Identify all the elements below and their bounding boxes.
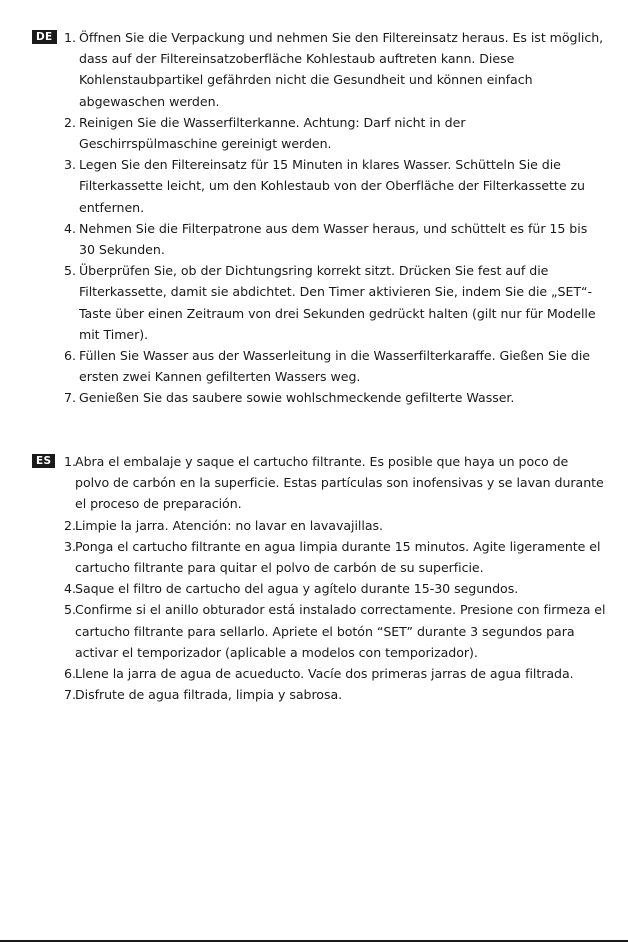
step-text: Reinigen Sie die Wasserfilterkanne. Achtung: Darf nicht in der Geschirrspülmaschine gereinigt werden. bbox=[79, 114, 466, 152]
step-number: 1. bbox=[64, 454, 76, 469]
language-badge-es: ES bbox=[32, 454, 55, 468]
step-text: Ponga el cartucho filtrante en agua limpia durante 15 minutos. Agite ligeramente el cartucho filtrante para quitar el polvo de carbón de su superficie. bbox=[75, 538, 601, 576]
list-item bbox=[0, 536, 628, 578]
step-text: Legen Sie den Filtereinsatz für 15 Minuten in klares Wasser. Schütteln Sie die Filterkassette leicht, um den Kohlestaub von der Oberfläche der Filterkassette zu entfernen. bbox=[79, 157, 585, 215]
step-number: 5. bbox=[64, 602, 76, 618]
list-item bbox=[0, 684, 628, 705]
step-number: 3. bbox=[64, 157, 76, 173]
step-text: Llene la jarra de agua de acueducto. Vacíe dos primeras jarras de agua filtrada. bbox=[75, 666, 574, 682]
step-text: Saque el filtro de cartucho del agua y agítelo durante 15-30 segundos. bbox=[75, 581, 519, 597]
list-item bbox=[0, 154, 628, 218]
list-item bbox=[0, 260, 628, 345]
german-instructions-section bbox=[0, 27, 628, 409]
language-badge-de: DE bbox=[32, 30, 57, 44]
step-number: 7. bbox=[64, 390, 76, 406]
step-text: Öffnen Sie die Verpackung und nehmen Sie den Filtereinsatz heraus. Es ist möglich, dass auf der Filtereinsatzoberfläche Kohlestaub auftreten kann. Diese Kohlenstaubpartikel gefährden nicht die Gesundheit und können einfach abgewaschen werden. bbox=[79, 30, 604, 109]
spanish-instructions-section bbox=[0, 451, 628, 705]
german-steps-list bbox=[0, 27, 628, 409]
list-item bbox=[0, 663, 628, 684]
step-text: Genießen Sie das saubere sowie wohlschmeckende gefilterte Wasser. bbox=[79, 390, 515, 406]
step-text: Disfrute de agua filtrada, limpia y sabrosa. bbox=[75, 687, 343, 703]
step-number: 2. bbox=[64, 114, 76, 130]
list-item bbox=[0, 218, 628, 260]
list-item bbox=[0, 599, 628, 663]
step-number: 6. bbox=[64, 666, 76, 682]
step-number: 3. bbox=[64, 538, 76, 554]
list-item bbox=[0, 387, 628, 408]
list-item bbox=[0, 345, 628, 387]
step-number: 5. bbox=[64, 263, 76, 279]
list-item bbox=[0, 515, 628, 536]
step-number: 6. bbox=[64, 348, 76, 364]
step-number: 1. bbox=[64, 30, 76, 45]
step-number: 2. bbox=[64, 517, 76, 533]
step-text: Confirme si el anillo obturador está instalado correctamente. Presione con firmeza el cartucho filtrante para sellarlo. Apriete el botón “SET” durante 3 segundos para activar el temporizador (aplicable a modelos con temporizador). bbox=[75, 602, 606, 660]
step-number: 7. bbox=[64, 687, 76, 703]
list-item bbox=[0, 27, 628, 112]
list-item bbox=[0, 578, 628, 599]
list-item bbox=[0, 112, 628, 154]
step-number: 4. bbox=[64, 581, 76, 597]
step-number: 4. bbox=[64, 220, 76, 236]
step-text: Nehmen Sie die Filterpatrone aus dem Wasser heraus, und schüttelt es für 15 bis 30 Sekunden. bbox=[79, 220, 588, 258]
step-text: Füllen Sie Wasser aus der Wasserleitung in die Wasserfilterkaraffe. Gießen Sie die ersten zwei Kannen gefilterten Wassers weg. bbox=[79, 348, 590, 385]
spanish-steps-list bbox=[0, 451, 628, 705]
step-text: Überprüfen Sie, ob der Dichtungsring korrekt sitzt. Drücken Sie fest auf die Filterkassette, damit sie abdichtet. Den Timer aktivieren Sie, indem Sie die „SET“-Taste über einen Zeitraum von drei Sekunden gedrückt halten (gilt nur für Modelle mit Timer). bbox=[79, 263, 596, 342]
step-text: Abra el embalaje y saque el cartucho filtrante. Es posible que haya un poco de polvo de carbón en la superficie. Estas partículas son inofensivas y se lavan durante el proceso de preparación. bbox=[75, 454, 604, 512]
list-item bbox=[0, 451, 628, 515]
step-text: Limpie la jarra. Atención: no lavar en lavavajillas. bbox=[75, 517, 383, 533]
